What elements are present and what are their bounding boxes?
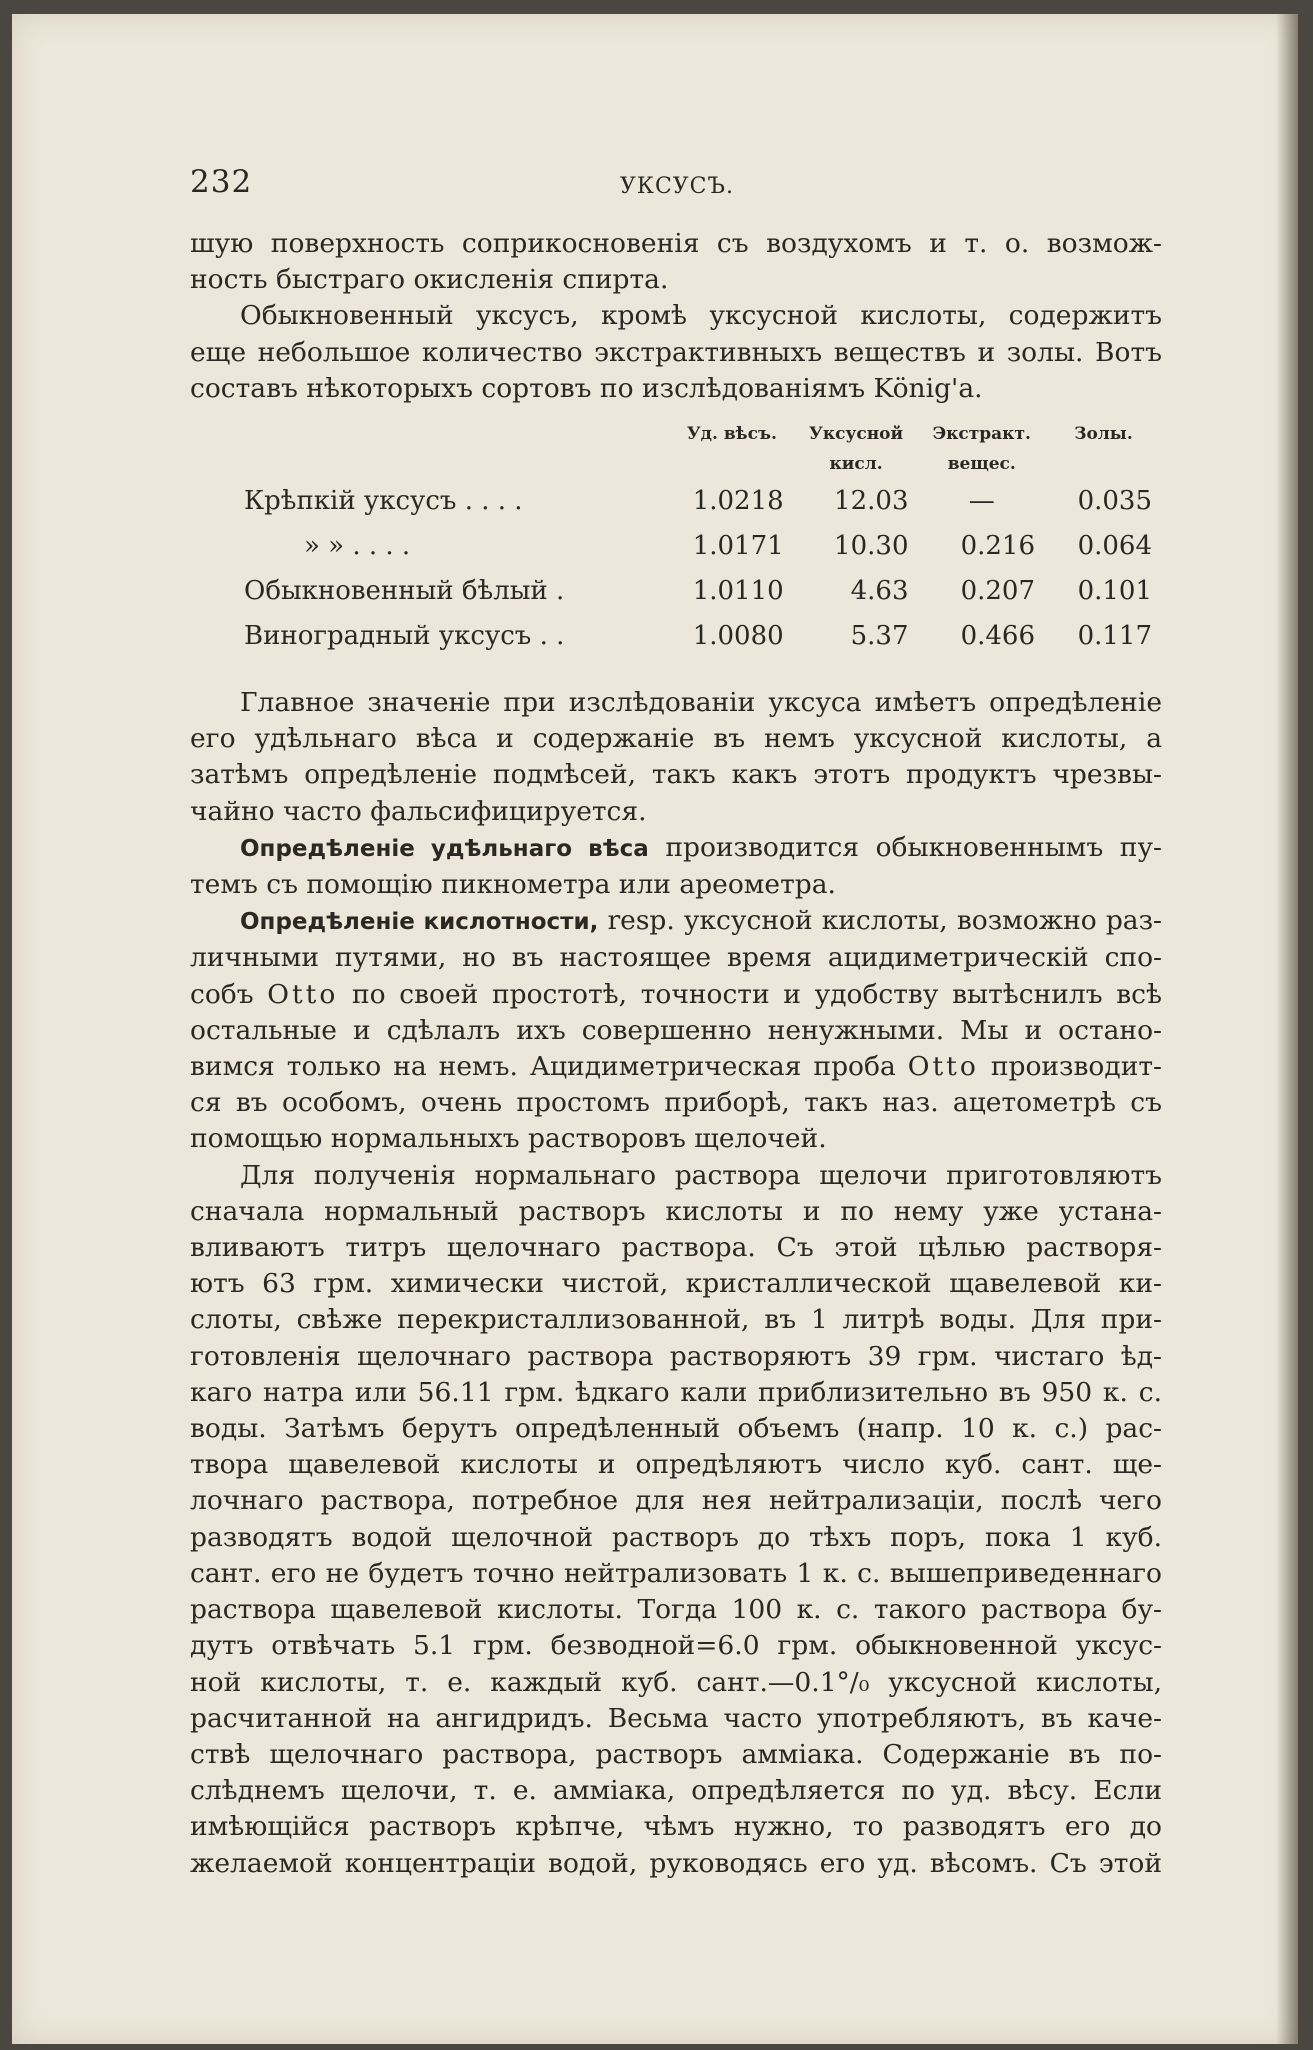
text-line: имѣющійся растворъ крѣпче, чѣмъ нужно, то разводятъ его до: [190, 1811, 1162, 1843]
table-row: [234, 479, 1162, 524]
text-fragment: resp. уксусной кислоты, возможно раз-: [607, 905, 1162, 937]
text-line: [190, 830, 1162, 867]
paragraph-6: [190, 1158, 1162, 1882]
text-line: чайно часто фальсифицируется.: [190, 795, 647, 827]
text-line: его удѣльнаго вѣса и содержаніе въ немъ уксусной кислоты, а: [190, 723, 1162, 755]
header-acetic-acid: Уксусной кисл.: [809, 424, 904, 475]
text-line: слѣднемъ щелочи, т. е. амміака, опредѣляется по уд. вѣсу. Если: [190, 1775, 1162, 1807]
paragraph-2: [190, 298, 1162, 407]
text-line: [190, 1049, 1162, 1085]
text-line: ствѣ щелочнаго раствора, растворъ амміака. Содержаніе въ по-: [190, 1738, 1162, 1770]
text-line: [190, 977, 1162, 1013]
text-line: еще небольшое количество экстрактивныхъ веществъ и золы. Вотъ: [190, 336, 1162, 368]
table-row: [234, 614, 1162, 659]
page-body: [190, 226, 1162, 1882]
text-line: ной кислоты, т. е. каждый куб. сант.—0.1°/₀ уксусной кислоты,: [190, 1666, 1162, 1698]
section-heading-specific-gravity: Опредѣленіе удѣльнаго вѣса: [240, 835, 649, 862]
text-line: готовленія щелочнаго раствора растворяютъ 39 грм. чистаго ѣд-: [190, 1340, 1162, 1372]
text-line: Для полученія нормальнаго раствора щелочи приготовляютъ: [240, 1159, 1162, 1191]
text-line: ся въ особомъ, очень простомъ приборѣ, такъ наз. ацетометрѣ съ: [190, 1087, 1162, 1119]
text-line: затѣмъ опредѣленіе подмѣсей, такъ какъ этотъ продуктъ чрезвы-: [190, 759, 1162, 791]
text-fragment: производит-: [990, 1051, 1162, 1083]
row-name: Обыкновенный бѣлый .: [244, 576, 565, 607]
text-line: [190, 903, 1162, 940]
paragraph-1: [190, 226, 1162, 298]
paragraph-3: [190, 685, 1162, 830]
running-title: УКСУСЪ.: [620, 174, 734, 199]
table-row: [234, 524, 1162, 569]
paragraph-5: [190, 903, 1162, 1157]
text-fragment: производится обыкновеннымъ пу-: [665, 831, 1162, 863]
text-fragment: собъ: [190, 978, 254, 1010]
text-line: ность быстраго окисленія спирта.: [190, 264, 669, 296]
text-line: желаемой концентраціи водой, руководясь его уд. вѣсомъ. Съ этой: [190, 1847, 1162, 1879]
cell-extract: 0.216: [960, 531, 1035, 562]
text-line: помощью нормальныхъ растворовъ щелочей.: [190, 1123, 827, 1155]
text-line: дутъ отвѣчать 5.1 грм. безводной=6.0 грм. обыкновенной уксус-: [190, 1630, 1162, 1662]
text-line: ютъ 63 грм. химически чистой, кристаллической щавелевой ки-: [190, 1268, 1162, 1300]
text-line: сначала нормальный растворъ кислоты и по нему уже устана-: [190, 1195, 1162, 1227]
running-header: [182, 164, 1172, 208]
text-line: шую поверхность соприкосновенія съ воздухомъ и т. о. возмож-: [190, 228, 1162, 259]
text-line: личными путями, но въ настоящее время ацидиметрическій спо-: [190, 942, 1162, 974]
text-line: Обыкновенный уксусъ, кромѣ уксусной кислоты, содержитъ: [240, 300, 1162, 332]
text-line: составъ нѣкоторыхъ сортовъ по изслѣдованіямъ König'a.: [190, 372, 983, 404]
text-line: темъ съ помощію пикнометра или ареометра.: [190, 869, 836, 901]
header-ash: Золы.: [1074, 424, 1133, 445]
name-otto: Otto: [907, 1051, 979, 1083]
row-name: Крѣпкій уксусъ . . . .: [244, 486, 523, 517]
text-line: воды. Затѣмъ берутъ опредѣленный объемъ (напр. 10 к. с.) рас-: [190, 1413, 1162, 1445]
header-extract: Экстракт. вещес.: [932, 424, 1031, 475]
text-line: слоты, свѣже перекристаллизованной, въ 1 литрѣ воды. Для при-: [190, 1304, 1162, 1336]
cell-specific-gravity: 1.0171: [692, 531, 784, 562]
cell-ash: 0.101: [1077, 576, 1152, 607]
text-line: расчитанной на ангидридъ. Весьма часто употребляютъ, въ каче-: [190, 1702, 1162, 1734]
book-page: [12, 14, 1298, 2044]
text-line: Главное значеніе при изслѣдованіи уксуса имѣетъ опредѣленіе: [240, 687, 1162, 719]
text-line: твора щавелевой кислоты и опредѣляютъ число куб. сант. ще-: [190, 1449, 1162, 1481]
cell-specific-gravity: 1.0218: [692, 486, 784, 517]
text-line: каго натра или 56.11 грм. ѣдкаго кали приблизительно въ 950 к. с.: [190, 1376, 1162, 1408]
cell-extract: 0.207: [960, 576, 1035, 607]
text-line: раствора щавелевой кислоты. Тогда 100 к. с. такого раствора бу-: [190, 1594, 1162, 1626]
cell-acetic-acid: 10.30: [834, 531, 909, 562]
cell-extract: 0.466: [960, 621, 1035, 652]
cell-ash: 0.035: [1077, 486, 1152, 517]
text-fragment: вимся только на немъ. Ацидиметрическая проба: [190, 1051, 896, 1083]
paragraph-4: [190, 830, 1162, 903]
page-number: 232: [190, 164, 253, 200]
text-line: остальные и сдѣлалъ ихъ совершенно ненужными. Мы и остано-: [190, 1014, 1162, 1046]
section-heading-acidity: Опредѣленіе кислотности,: [240, 909, 599, 936]
text-line: лочнаго раствора, потребное для нея нейтрализаціи, послѣ чего: [190, 1485, 1162, 1517]
text-line: вливаютъ титръ щелочнаго раствора. Съ этой цѣлью растворя-: [190, 1232, 1162, 1264]
name-otto: Otto: [267, 978, 339, 1010]
cell-acetic-acid: 5.37: [850, 621, 909, 652]
table-header-row: [234, 419, 1162, 479]
row-name: Виноградный уксусъ . .: [244, 621, 565, 652]
cell-ash: 0.064: [1077, 531, 1152, 562]
header-specific-gravity: Уд. вѣсъ.: [686, 424, 777, 445]
cell-extract: —: [968, 486, 995, 517]
text-line: разводятъ водой щелочной растворъ до тѣхъ поръ, пока 1 куб.: [190, 1521, 1162, 1553]
cell-specific-gravity: 1.0110: [692, 576, 784, 607]
text-fragment: по своей простотѣ, точности и удобству вытѣснилъ всѣ: [351, 978, 1162, 1010]
cell-acetic-acid: 4.63: [850, 576, 909, 607]
vinegar-composition-table: [234, 419, 1162, 659]
table-row: [234, 569, 1162, 614]
row-name: » » . . . .: [304, 531, 411, 562]
text-line: сант. его не будетъ точно нейтрализовать 1 к. с. вышеприведеннаго: [190, 1557, 1162, 1589]
cell-specific-gravity: 1.0080: [692, 621, 784, 652]
cell-acetic-acid: 12.03: [834, 486, 909, 517]
cell-ash: 0.117: [1077, 621, 1152, 652]
